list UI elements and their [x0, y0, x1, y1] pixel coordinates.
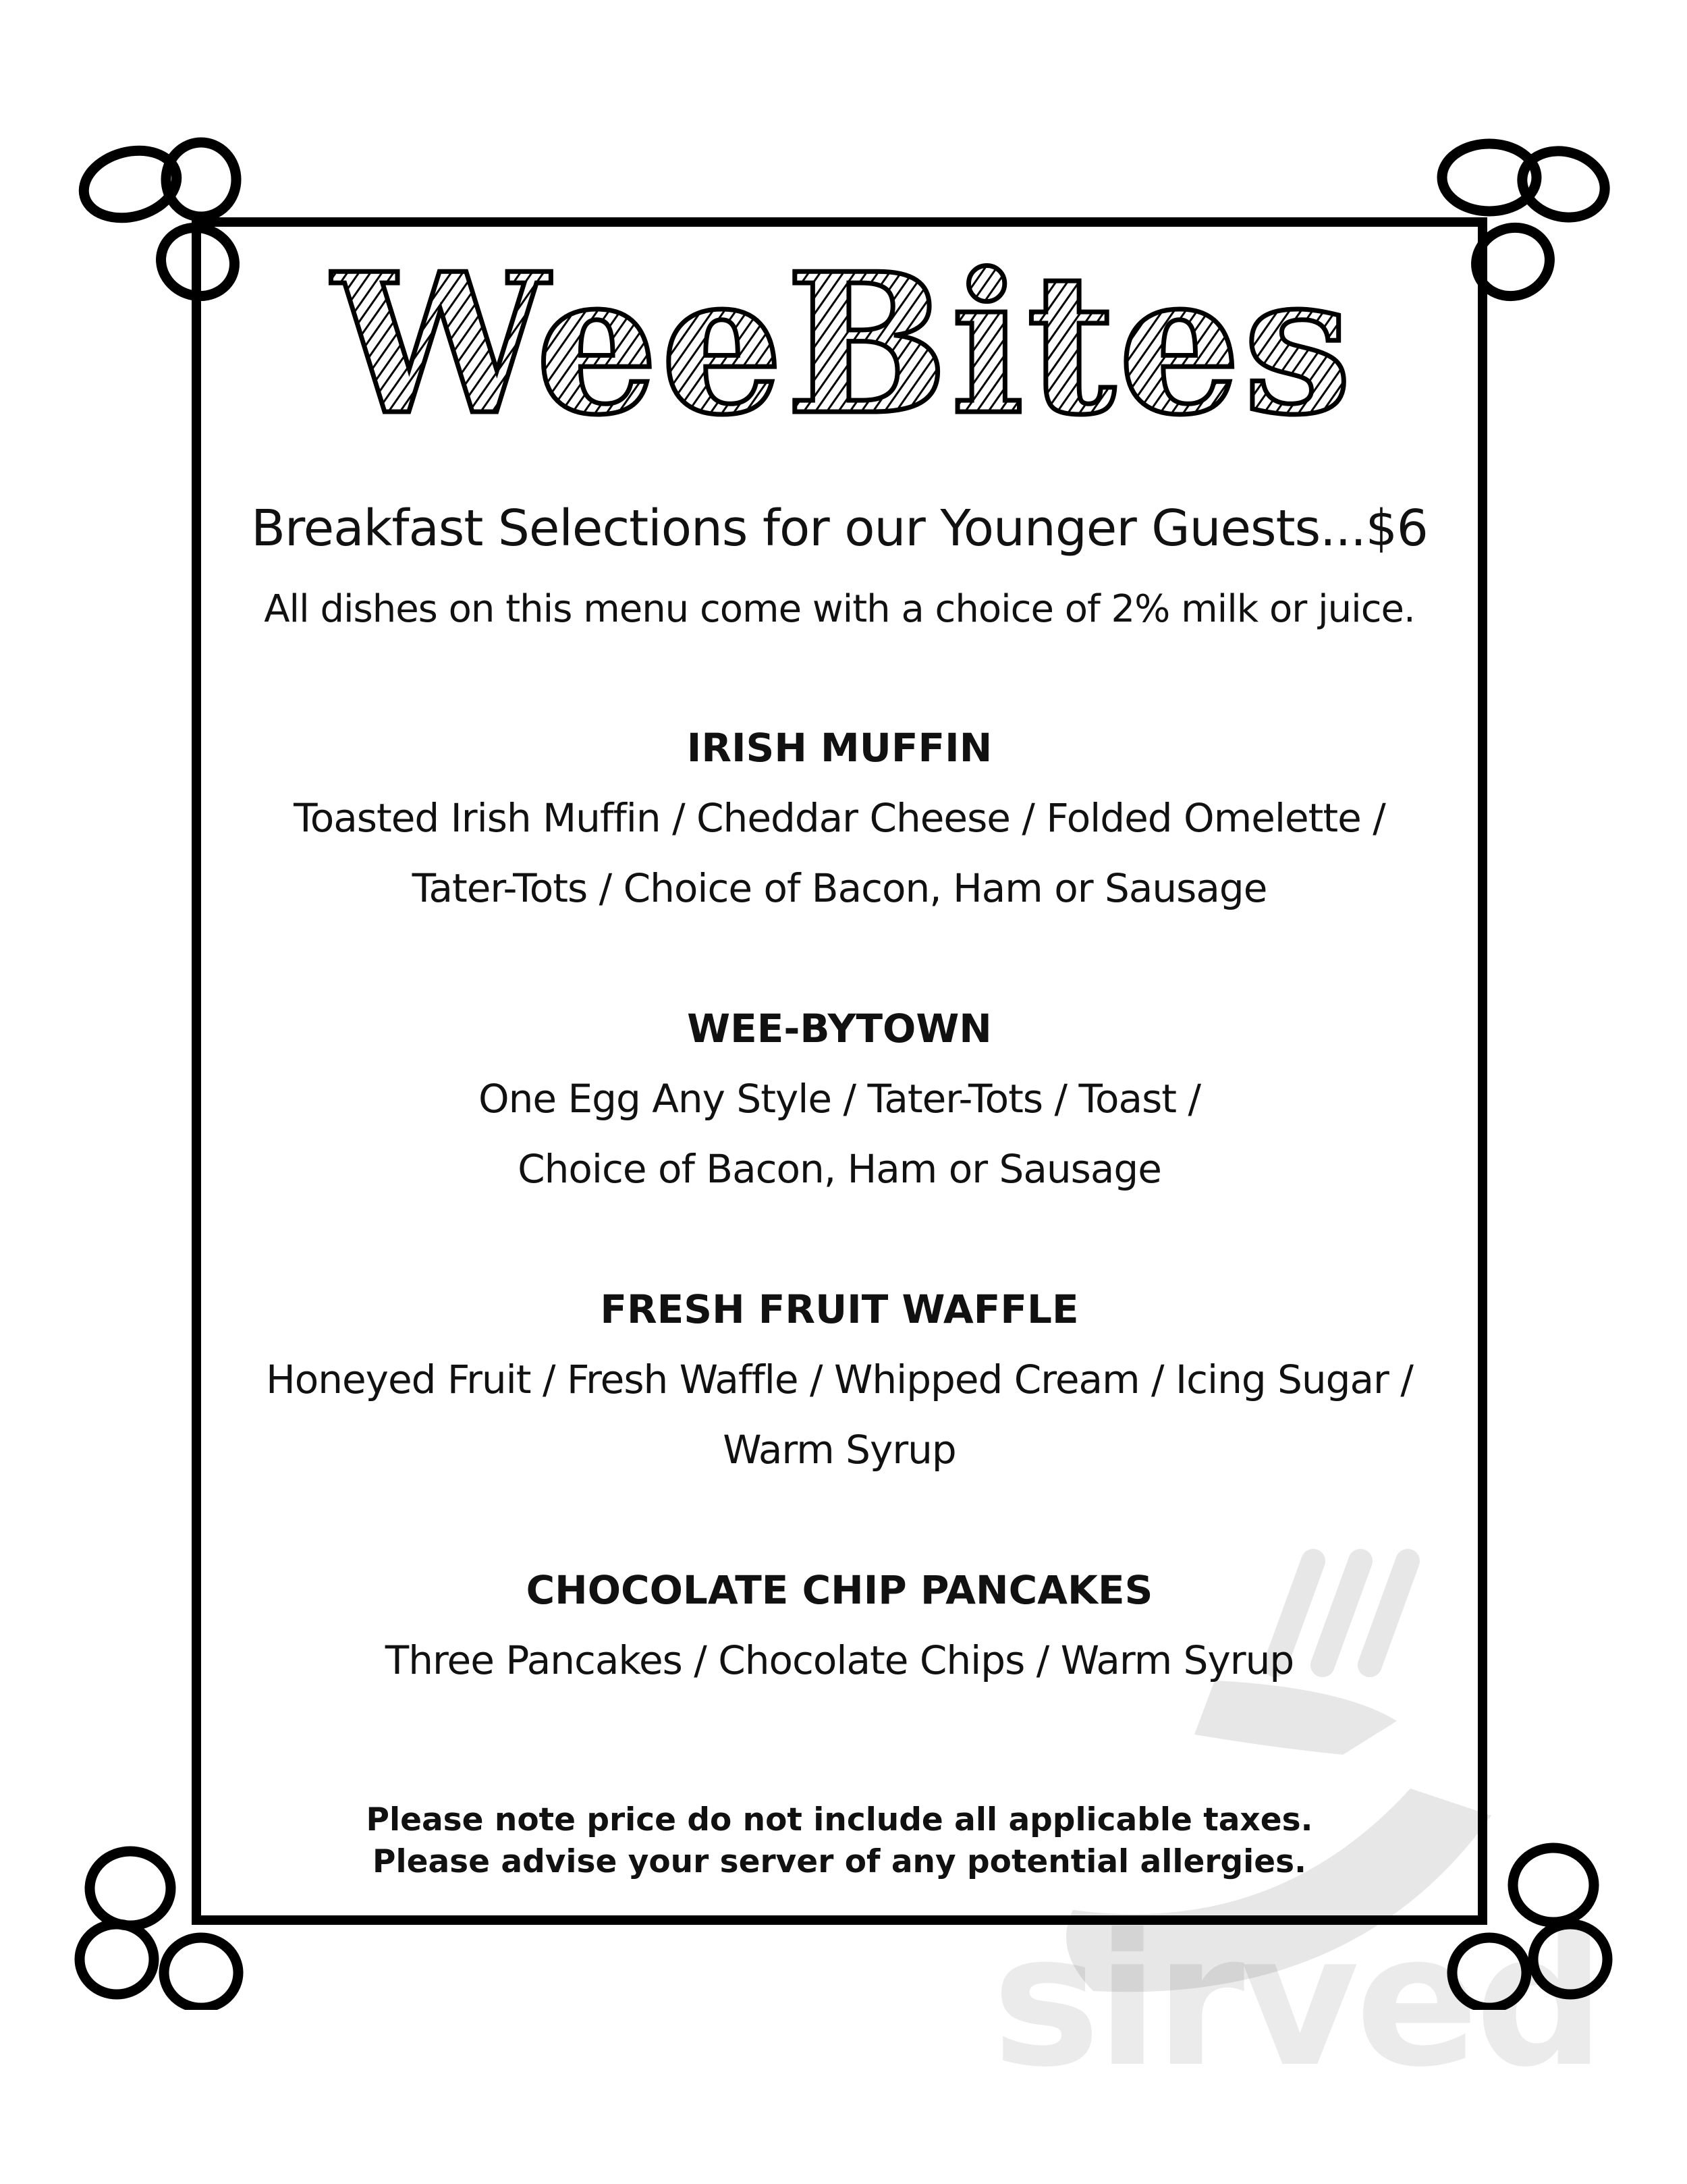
- dish-description-line: Three Pancakes / Chocolate Chips / Warm Syrup: [385, 1637, 1294, 1683]
- allergy-note: Please advise your server of any potential allergies.: [372, 1843, 1306, 1880]
- dish-wee-bytown: [192, 1002, 1487, 1204]
- dish-name: IRISH MUFFIN: [686, 725, 993, 771]
- watermark-logo: sirved: [992, 1894, 1601, 2107]
- menu-title-text: WeeBites: [332, 243, 1355, 445]
- dish-description-line: Warm Syrup: [723, 1427, 956, 1473]
- dish-name: WEE-BYTOWN: [687, 1006, 992, 1052]
- dish-irish-muffin: [192, 721, 1487, 923]
- dish-description-line: Honeyed Fruit / Fresh Waffle / Whipped Cream / Icing Sugar /: [266, 1357, 1413, 1402]
- dish-description-line: One Egg Any Style / Tater-Tots / Toast /: [478, 1076, 1201, 1122]
- dish-name: CHOCOLATE CHIP PANCAKES: [526, 1567, 1153, 1613]
- menu-subnote: All dishes on this menu come with a choice of 2% milk or juice.: [264, 587, 1415, 631]
- dish-name: FRESH FRUIT WAFFLE: [600, 1286, 1079, 1332]
- dish-description-line: Tater-Tots / Choice of Bacon, Ham or Sausage: [412, 865, 1267, 911]
- dish-fresh-fruit-waffle: [192, 1282, 1487, 1485]
- tax-note: Please note price do not include all applicable taxes.: [366, 1801, 1313, 1838]
- dish-description-line: Choice of Bacon, Ham or Sausage: [518, 1146, 1161, 1192]
- menu-subtitle: Breakfast Selections for our Younger Guests...$6: [251, 499, 1428, 557]
- menu-title: [0, 243, 1687, 445]
- dish-description-line: Toasted Irish Muffin / Cheddar Cheese / Folded Omelette /: [294, 795, 1385, 841]
